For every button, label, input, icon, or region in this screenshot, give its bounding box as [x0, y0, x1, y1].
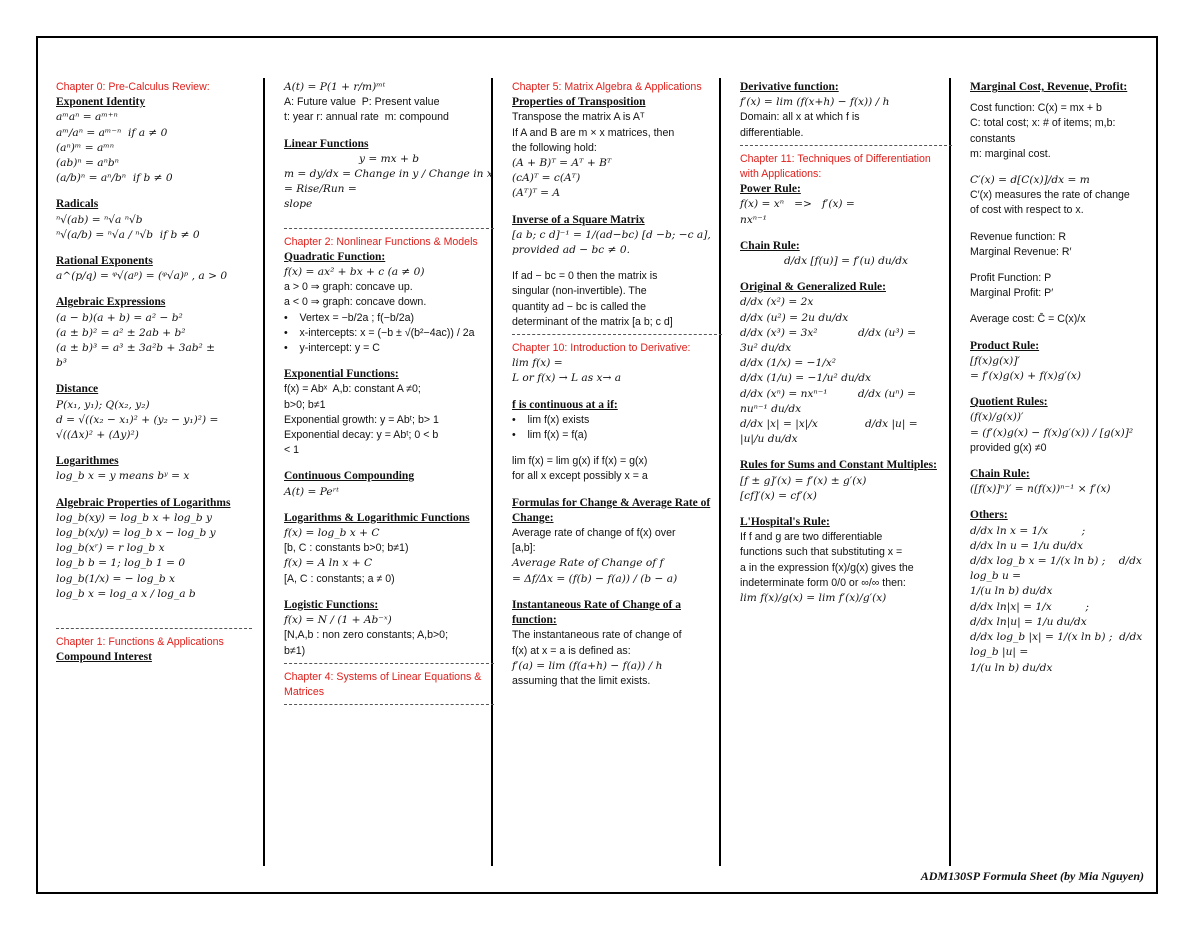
formula-line: |u|/u du/dx: [740, 433, 798, 446]
chapter-11-title: Chapter 11: Techniques of Differentiation with Applications:: [740, 152, 931, 181]
formula-line: √((Δx)² + (Δy)²): [56, 429, 139, 442]
text-line: b>0; b≠1: [284, 398, 326, 411]
compound-interest-heading: Compound Interest: [56, 651, 152, 664]
text-line: If f and g are two differentiable: [740, 531, 883, 544]
text-line: a < 0 ⇒ graph: concave down.: [284, 296, 427, 309]
text-line: f(x) = Abˣ A,b: constant A ≠0;: [284, 383, 421, 396]
text-line: lim f(x) = lim g(x) if f(x) = g(x): [512, 455, 648, 468]
column-1: [56, 80, 252, 864]
formula-line: log_b(1/x) = − log_b x: [56, 572, 175, 585]
power-rule-heading: Power Rule:: [740, 183, 801, 196]
text-line: < 1: [284, 444, 300, 457]
formula-line: d/dx ln|u| = 1/u du/dx: [970, 615, 1087, 628]
section-separator: [56, 628, 252, 629]
text-line: Revenue function: R: [970, 230, 1066, 243]
sums-rules-heading: Rules for Sums and Constant Multiples:: [740, 459, 937, 472]
formula-line: ⁿ√(ab) = ⁿ√a ⁿ√b: [56, 213, 143, 226]
text-line: a > 0 ⇒ graph: concave up.: [284, 281, 413, 294]
formula-line: = (f′(x)g(x) − f(x)g′(x)) / [g(x)]²: [970, 426, 1134, 439]
formula-line: d/dx (xⁿ) = nxⁿ⁻¹ d/dx (uⁿ) =: [740, 387, 916, 400]
algebraic-expressions-heading: Algebraic Expressions: [56, 296, 166, 309]
text-line: Exponential growth: y = Abᵗ; b> 1: [284, 413, 439, 426]
text-line: functions such that substituting x =: [740, 546, 903, 559]
formula-line: [cf]′(x) = cf′(x): [740, 489, 817, 502]
formula-line: = Δf/Δx = (f(b) − f(a)) / (b − a): [512, 572, 678, 585]
formula-line: m = dy/dx = Change in y / Change in x = Rise/Run =: [284, 168, 497, 196]
bullet-line: • lim f(x) exists: [512, 413, 590, 426]
formula-line: f(x) = N / (1 + Ab⁻ˣ): [284, 614, 392, 627]
chapter-5-title: Chapter 5: Matrix Algebra & Applications: [512, 81, 702, 93]
section-separator: [740, 145, 952, 146]
text-line: the following hold:: [512, 141, 597, 154]
formula-line: 1/(u ln b) du/dx: [970, 585, 1053, 598]
formula-line: = f′(x)g(x) + f(x)g′(x): [970, 370, 1082, 383]
derivative-function-heading: Derivative function:: [740, 81, 839, 93]
text-line: If ad − bc = 0 then the matrix is: [512, 270, 658, 283]
text-line: for all x except possibly x = a: [512, 470, 648, 483]
product-rule-heading: Product Rule:: [970, 339, 1040, 352]
formula-line: Average Rate of Change of f: [512, 557, 664, 570]
formula-line: nxⁿ⁻¹: [740, 213, 767, 226]
text-line: If A and B are m × x matrices, then: [512, 126, 675, 139]
column-3: [512, 80, 722, 864]
text-line: b≠1): [284, 644, 306, 657]
formula-line: (a ± b)³ = a³ ± 3a²b + 3ab² ±: [56, 342, 216, 355]
text-line: [A, C : constants; a ≠ 0): [284, 572, 395, 585]
formula-line: (cA)ᵀ = c(Aᵀ): [512, 172, 581, 185]
formula-line: ([f(x)]ⁿ)′ = n(f(x))ⁿ⁻¹ × f′(x): [970, 483, 1111, 496]
distance-heading: Distance: [56, 383, 99, 396]
text-line: C: total cost; x: # of items; m,b:: [970, 117, 1116, 130]
bullet-line: • y-intercept: y = C: [284, 342, 380, 355]
formula-line: 1/(u ln b) du/dx: [970, 661, 1053, 674]
formula-line: d/dx (x²) = 2x: [740, 296, 814, 309]
text-line: Exponential decay: y = Abᵗ; 0 < b: [284, 429, 439, 442]
formula-line: log_b(xy) = log_b x + log_b y: [56, 511, 213, 524]
bullet-line: • Vertex = −b/2a ; f(−b/2a): [284, 311, 415, 324]
column-2: [284, 80, 497, 864]
chapter-10-title: Chapter 10: Introduction to Derivative:: [512, 342, 691, 355]
text-line: determinant of the matrix [a b; c d]: [512, 315, 673, 328]
formula-line: d/dx (x³) = 3x² d/dx (u³) =: [740, 326, 916, 339]
chapter-4-title: Chapter 4: Systems of Linear Equations & Matrices: [284, 670, 482, 698]
formula-line: (a/b)ⁿ = aⁿ/bⁿ if b ≠ 0: [56, 172, 173, 185]
chapter-2-title: Chapter 2: Nonlinear Functions & Models: [284, 235, 478, 248]
formula-line: P(x₁, y₁); Q(x₂, y₂): [56, 398, 150, 411]
log-properties-heading: Algebraic Properties of Logarithms: [56, 496, 231, 509]
exponential-functions-heading: Exponential Functions:: [284, 368, 399, 381]
formula-line: (ab)ⁿ = aⁿbⁿ: [56, 157, 119, 170]
text-line: Profit Function: P: [970, 272, 1052, 285]
chain-rule-heading: Chain Rule:: [740, 239, 800, 252]
text-line: C′(x) measures the rate of change: [970, 189, 1130, 202]
linear-functions-heading: Linear Functions: [284, 137, 369, 150]
formula-line: f′(a) = lim (f(a+h) − f(a)) / h: [512, 659, 663, 672]
text-line: Transpose the matrix A is Aᵀ: [512, 111, 645, 124]
text-line: The instantaneous rate of change of: [512, 629, 682, 642]
quadratic-function-heading: Quadratic Function:: [284, 250, 386, 263]
text-line: constants: [970, 132, 1016, 145]
formula-line: [f ± g]′(x) = f′(x) ± g′(x): [740, 474, 867, 487]
text-line: Marginal Revenue: R′: [970, 245, 1072, 258]
bullet-line: • lim f(x) = f(a): [512, 429, 588, 442]
text-line: m: marginal cost.: [970, 147, 1051, 160]
formula-line: (a ± b)² = a² ± 2ab + b²: [56, 326, 186, 339]
formula-line: log_b(x/y) = log_b x − log_b y: [56, 527, 216, 540]
formula-line: A(t) = P(1 + r/m)ᵐᵗ: [284, 81, 386, 93]
formula-line: lim f(x)/g(x) = lim f′(x)/g′(x): [740, 592, 887, 605]
column-5: [970, 80, 1152, 864]
formula-line: d/dx ln u = 1/u du/dx: [970, 539, 1083, 552]
formula-line: C′(x) = d[C(x)]/dx = m: [970, 174, 1090, 187]
chain-rule-2-heading: Chain Rule:: [970, 468, 1030, 481]
text-line: [a,b]:: [512, 542, 536, 555]
text-line: a in the expression f(x)/g(x) gives the: [740, 561, 914, 574]
formula-line: f(x) = log_b x + C: [284, 527, 380, 540]
chapter-0-title: Chapter 0: Pre-Calculus Review:: [56, 81, 210, 93]
sheet-footer: ADM130SP Formula Sheet (by Mia Nguyen): [920, 869, 1144, 883]
formula-line: d/dx ln|x| = 1/x ;: [970, 600, 1089, 613]
formula-line: y = mx + b: [358, 152, 419, 165]
quotient-rules-heading: Quotient Rules:: [970, 396, 1048, 409]
column-divider: [263, 78, 265, 866]
transposition-heading: Properties of Transposition: [512, 96, 646, 109]
text-line: [N,A,b : non zero constants; A,b>0;: [284, 629, 449, 642]
section-separator: [284, 228, 494, 229]
text-line: t: year r: annual rate m: compound: [284, 111, 449, 124]
formula-line: (Aᵀ)ᵀ = A: [512, 187, 561, 200]
formula-line: nuⁿ⁻¹ du/dx: [740, 402, 802, 415]
text-line: provided g(x) ≠0: [970, 441, 1047, 454]
formula-line: log_b x = y means bʸ = x: [56, 470, 190, 483]
text-line: [b, C : constants b>0; b≠1): [284, 542, 409, 555]
formula-line: slope: [284, 198, 313, 211]
change-formulas-heading: Formulas for Change & Average Rate of Change:: [512, 496, 711, 524]
formula-line: f(x) = xⁿ => f′(x) =: [740, 198, 855, 211]
section-separator: [284, 704, 494, 705]
text-line: Cost function: C(x) = mx + b: [970, 102, 1102, 115]
formula-line: d/dx log_b |x| = 1/(x ln b) ; d/dx log_b |u| =: [970, 631, 1146, 659]
text-line: quantity ad − bc is called the: [512, 300, 646, 313]
formula-line: d/dx |x| = |x|/x d/dx |u| =: [740, 418, 918, 431]
section-separator: [284, 663, 494, 664]
formula-line: log_b(xʳ) = r log_b x: [56, 542, 165, 555]
text-line: differentiable.: [740, 126, 804, 139]
text-line: Marginal Profit: P′: [970, 287, 1054, 300]
instantaneous-rate-heading: Instantaneous Rate of Change of a function:: [512, 598, 681, 627]
text-line: f(x) at x = a is defined as:: [512, 644, 631, 657]
logistic-functions-heading: Logistic Functions:: [284, 598, 379, 611]
text-line: singular (non-invertible). The: [512, 285, 647, 298]
text-line: of cost with respect to x.: [970, 204, 1084, 217]
formula-line: d/dx log_b x = 1/(x ln b) ; d/dx log_b u =: [970, 555, 1146, 583]
formula-line: b³: [56, 357, 68, 370]
lhospital-rule-heading: L'Hospital's Rule:: [740, 516, 830, 529]
formula-line: lim f(x) =: [512, 357, 563, 370]
chapter-1-title: Chapter 1: Functions & Applications: [56, 636, 224, 649]
generalized-rule-heading: Original & Generalized Rule:: [740, 281, 886, 294]
log-functions-heading: Logarithms & Logarithmic Functions: [284, 511, 470, 524]
formula-line: L or f(x) → L as x→ a: [512, 372, 622, 385]
text-line: Average cost: C̄ = C(x)/x: [970, 313, 1086, 326]
formula-line: log_b x = log_a x / log_a b: [56, 587, 196, 600]
radicals-heading: Radicals: [56, 198, 99, 211]
formula-line: (aⁿ)ᵐ = aᵐⁿ: [56, 141, 115, 154]
formula-line: (a − b)(a + b) = a² − b²: [56, 311, 183, 324]
formula-line: d = √((x₂ − x₁)² + (y₂ − y₁)²) =: [56, 413, 219, 426]
bullet-line: • x-intercepts: x = (−b ± √(b²−4ac)) / 2a: [284, 326, 475, 339]
text-line: Average rate of change of f(x) over: [512, 527, 676, 540]
formula-line: ⁿ√(a/b) = ⁿ√a / ⁿ√b if b ≠ 0: [56, 228, 200, 241]
marginal-cost-heading: Marginal Cost, Revenue, Profit:: [970, 81, 1128, 93]
inverse-matrix-heading: Inverse of a Square Matrix: [512, 213, 645, 226]
formula-line: d/dx (u²) = 2u du/dx: [740, 311, 849, 324]
formula-line: provided ad − bc ≠ 0.: [512, 244, 630, 257]
formula-line: d/dx [f(u)] = f′(u) du/dx: [783, 255, 909, 268]
formula-line: log_b b = 1; log_b 1 = 0: [56, 557, 186, 570]
column-4: [740, 80, 952, 864]
text-line: A: Future value P: Present value: [284, 96, 440, 109]
formula-line: A(t) = Peʳᵗ: [284, 485, 339, 498]
formula-line: (A + B)ᵀ = Aᵀ + Bᵀ: [512, 157, 612, 170]
formula-line: d/dx ln x = 1/x ;: [970, 524, 1086, 537]
logarithms-heading: Logarithmes: [56, 455, 119, 468]
exponent-identity-heading: Exponent Identity: [56, 96, 146, 109]
text-line: indeterminate form 0/0 or ∞/∞ then:: [740, 576, 906, 589]
formula-line: f(x) = ax² + bx + c (a ≠ 0): [284, 266, 425, 279]
continuous-compounding-heading: Continuous Compounding: [284, 470, 415, 483]
formula-sheet: [36, 36, 1158, 894]
formula-line: f′(x) = lim (f(x+h) − f(x)) / h: [740, 96, 890, 109]
text-line: assuming that the limit exists.: [512, 674, 651, 687]
section-separator: [512, 334, 722, 335]
text-line: Domain: all x at which f is: [740, 111, 860, 124]
formula-line: [a b; c d]⁻¹ = 1/(ad−bc) [d −b; −c a],: [512, 228, 711, 241]
formula-line: aᵐ/aⁿ = aᵐ⁻ⁿ if a ≠ 0: [56, 126, 168, 139]
formula-line: [f(x)g(x)]′: [970, 354, 1020, 367]
formula-line: f(x) = A ln x + C: [284, 557, 373, 570]
continuity-heading: f is continuous at a if:: [512, 398, 618, 411]
formula-line: aᵐaⁿ = aᵐ⁺ⁿ: [56, 111, 118, 124]
formula-line: d/dx (1/x) = −1/x²: [740, 357, 837, 370]
formula-line: (f(x)/g(x))′: [970, 411, 1024, 424]
rational-exponents-heading: Rational Exponents: [56, 255, 153, 268]
formula-line: 3u² du/dx: [740, 342, 792, 355]
others-heading: Others:: [970, 509, 1008, 522]
formula-line: a^(p/q) = ᵠ√(aᵖ) = (ᵠ√a)ᵖ , a > 0: [56, 270, 228, 283]
formula-line: d/dx (1/u) = −1/u² du/dx: [740, 372, 872, 385]
